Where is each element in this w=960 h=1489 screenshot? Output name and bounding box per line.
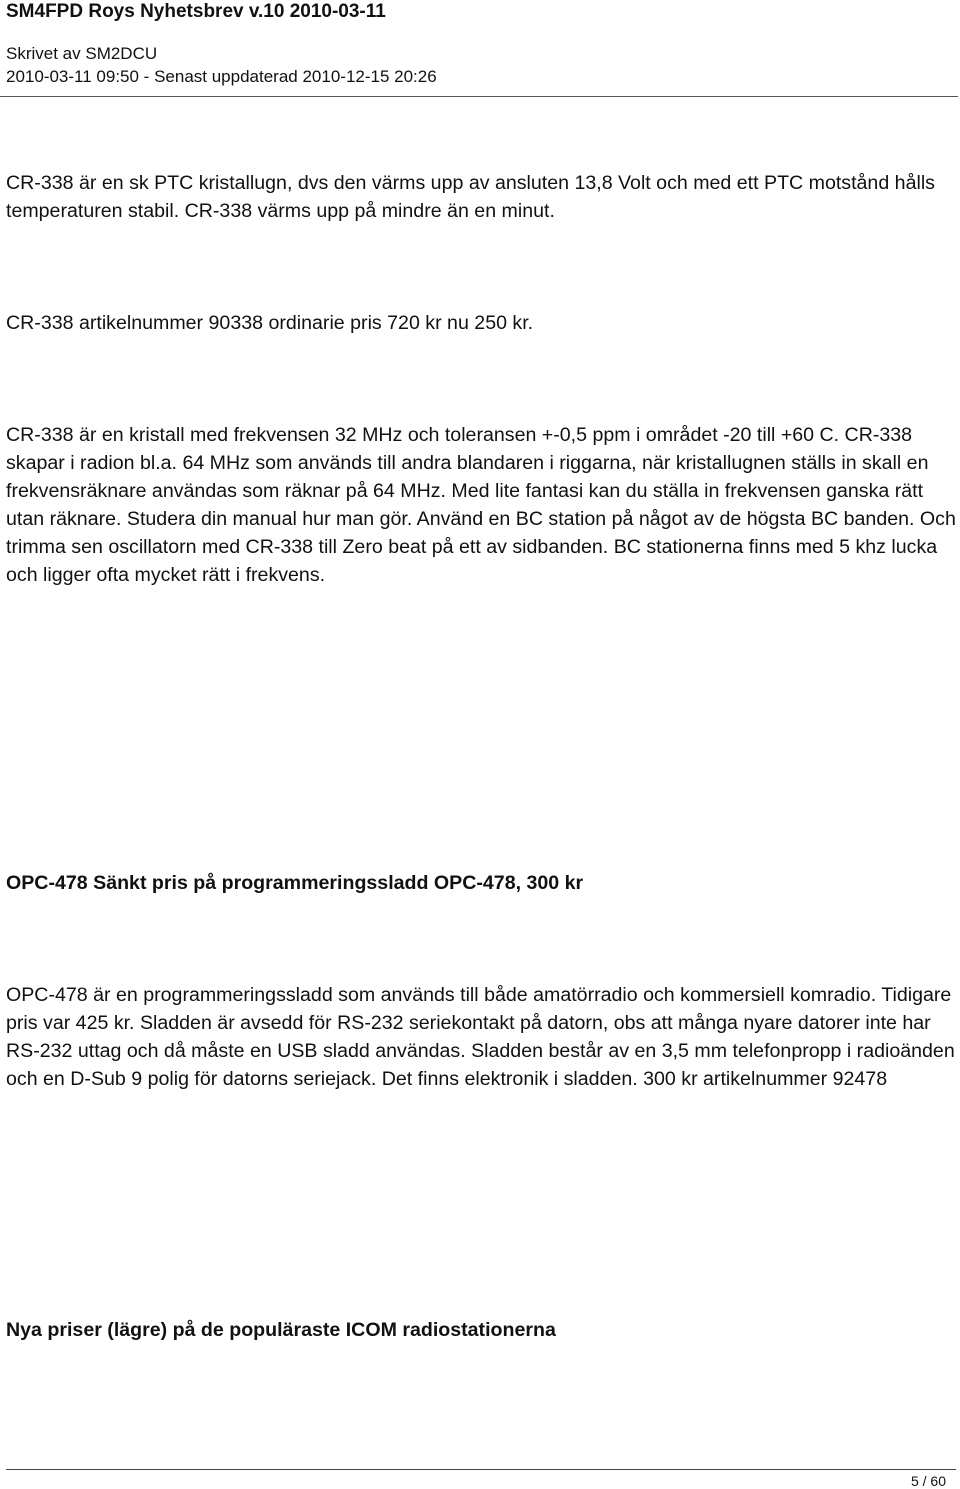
header-divider [0,96,958,97]
paragraph-cr338-details: CR-338 är en kristall med frekvensen 32 MHz och toleransen +-0,5 ppm i området -20 till +60 C. CR-338 skapar i radion bl.a. 64 MHz som används till andra blandaren i riggarna, när kristallugnen ställs in skall en frekvensräknare användas som räknar på 64 MHz. Med lite fantasi kan du ställa in frekvensen ganska rätt utan räknare. Studera din manual hur man gör. Använd en BC station på något av de högsta BC banden. Och trimma sen oscillatorn med CR-338 till Zero beat på ett av sidbanden. BC stationerna finns med 5 khz lucka och ligger ofta mycket rätt i frekvens. [6,424,956,586]
paragraph-opc478: OPC-478 är en programmeringssladd som används till både amatörradio och kommersiell komradio. Tidigare pris var 425 kr. Sladden är avsedd för RS-232 seriekontakt på datorn, obs att många nyare datorer inte har RS-232 uttag och då måste en USB sladd användas. Sladden består av en 3,5 mm telefonpropp i radioänden och en D-Sub 9 polig för datorns seriejack. Det finns elektronik i sladden. 300 kr artikelnummer 92478 [6,984,955,1090]
footer-divider [6,1469,956,1470]
author-line: Skrivet av SM2DCU [6,44,158,63]
page-number: 5 / 60 [910,1473,946,1489]
date-line: 2010-03-11 09:50 - Senast uppdaterad 2010-12-15 20:26 [6,67,437,86]
newsletter-title: SM4FPD Roys Nyhetsbrev v.10 2010-03-11 [6,1,386,22]
page-header [0,0,960,96]
paragraph-cr338-price: CR-338 artikelnummer 90338 ordinarie pris 720 kr nu 250 kr. [6,312,534,334]
section-heading-icom-prices: Nya priser (lägre) på de populäraste ICOM radiostationerna [6,1319,556,1341]
section-heading-opc478: OPC-478 Sänkt pris på programmeringssladd OPC-478, 300 kr [6,872,584,894]
paragraph-cr338-ptc: CR-338 är en sk PTC kristallugn, dvs den värms upp av ansluten 13,8 Volt och med ett PTC motstånd hålls temperaturen stabil. CR-338 värms upp på mindre än en minut. [6,172,935,222]
